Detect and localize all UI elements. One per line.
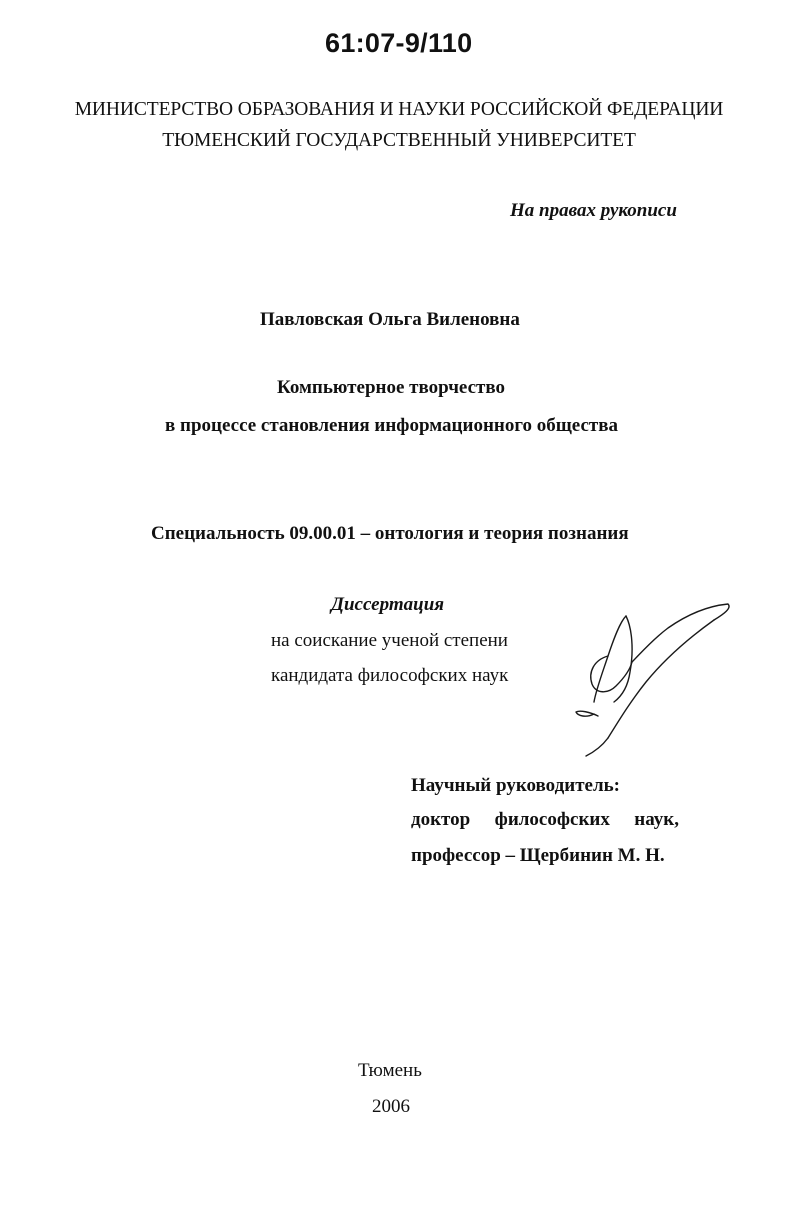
specialty: Специальность 09.00.01 – онтология и теория познания: [151, 523, 629, 544]
university-name: ТЮМЕНСКИЙ ГОСУДАРСТВЕННЫЙ УНИВЕРСИТЕТ: [162, 130, 636, 151]
dissertation-title-line-1: Компьютерное творчество: [277, 377, 505, 398]
manuscript-note: На правах рукописи: [510, 200, 677, 221]
supervisor-label: Научный руководитель:: [411, 775, 620, 796]
archive-code: 61:07-9/110: [325, 28, 473, 58]
degree-line-2: кандидата философских наук: [271, 665, 509, 686]
ministry-name: МИНИСТЕРСТВО ОБРАЗОВАНИЯ И НАУКИ РОССИЙСКОЙ ФЕДЕРАЦИИ: [74, 99, 724, 120]
degree-line-1: на соискание ученой степени: [271, 630, 508, 651]
supervisor-name: профессор – Щербинин М. Н.: [411, 845, 665, 866]
supervisor-rank: доктор философских наук,: [411, 809, 679, 830]
handwritten-signature: [568, 598, 736, 758]
author-name: Павловская Ольга Виленовна: [260, 309, 520, 330]
dissertation-type: Диссертация: [331, 594, 445, 615]
year: 2006: [372, 1096, 410, 1117]
city: Тюмень: [358, 1060, 422, 1081]
dissertation-title-line-2: в процессе становления информационного общества: [165, 415, 618, 436]
